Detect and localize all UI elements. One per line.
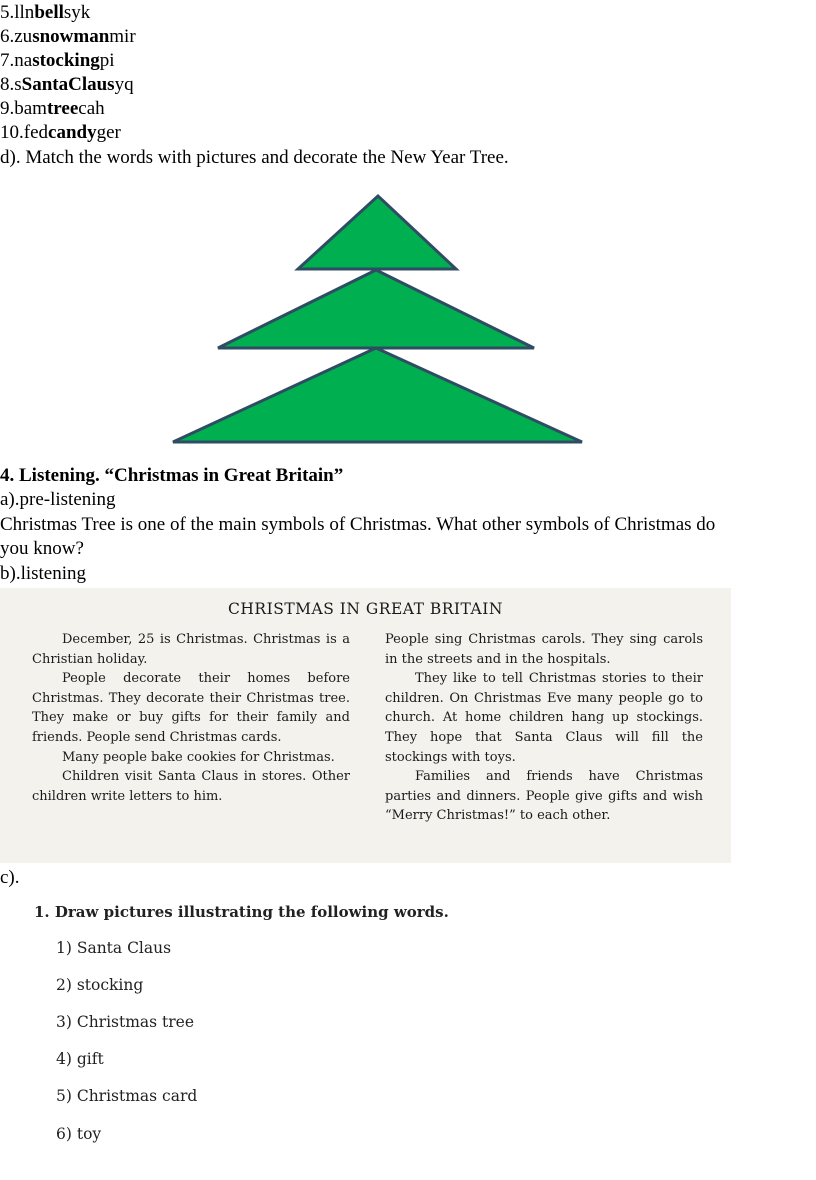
listening-label: b).listening	[0, 563, 87, 584]
pre-listening-question-cont: you know?	[0, 538, 84, 559]
puzzle-line-10: 10.fedcandyger	[0, 122, 121, 143]
word-item: 2) stocking	[56, 976, 144, 994]
paragraph: People decorate their homes before Christmas. They decorate their Christmas tree. They make or buy gifts for their family and friends. People send Christmas cards.	[32, 671, 350, 745]
hidden-word: snowman	[32, 26, 110, 47]
pre-listening-label: a).pre-listening	[0, 489, 116, 510]
pre-listening-question: Christmas Tree is one of the main symbols of Christmas. What other symbols of Christmas do	[0, 514, 716, 535]
tree-tier-middle	[218, 270, 534, 348]
puzzle-line-9: 9.bamtreecah	[0, 98, 105, 119]
hidden-word: candy	[48, 122, 97, 143]
paragraph: Children visit Santa Claus in stores. Other children write letters to him.	[32, 769, 350, 804]
word-item: 5) Christmas card	[56, 1087, 198, 1105]
word-item: 3) Christmas tree	[56, 1013, 195, 1031]
text-column-right	[385, 630, 703, 826]
word-item: 1) Santa Claus	[56, 939, 172, 957]
word-item: 4) gift	[56, 1050, 104, 1068]
task-d-instruction: d). Match the words with pictures and decorate the New Year Tree.	[0, 147, 509, 168]
puzzle-line-8: 8.sSantaClausyq	[0, 74, 134, 95]
word-item: 6) toy	[56, 1125, 102, 1143]
puzzle-line-5: 5.llnbellsyk	[0, 2, 91, 23]
puzzle-line-6: 6.zusnowmanmir	[0, 26, 136, 47]
text-column-left	[32, 630, 350, 806]
paragraph: December, 25 is Christmas. Christmas is a Christian holiday.	[32, 632, 350, 667]
task-c-label: c).	[0, 867, 20, 888]
paragraph: They like to tell Christmas stories to their children. On Christmas Eve many people go to church. At home children hang up stockings. They hope that Santa Claus will fill the stockings with toys.	[385, 671, 703, 765]
new-year-tree	[160, 188, 590, 448]
hidden-word: tree	[46, 98, 79, 119]
text-title: CHRISTMAS IN GREAT BRITAIN	[228, 600, 503, 618]
draw-pictures-instruction: 1. Draw pictures illustrating the following words.	[34, 903, 449, 921]
hidden-word: stocking	[32, 50, 100, 71]
tree-tier-top	[298, 196, 456, 269]
paragraph: Many people bake cookies for Christmas.	[62, 749, 335, 765]
hidden-word: bell	[34, 2, 64, 23]
paragraph: Families and friends have Christmas parties and dinners. People give gifts and wish “Merry Christmas!” to each other.	[385, 769, 703, 824]
listening-text-scan	[0, 588, 731, 863]
section-4-title: 4. Listening. “Christmas in Great Britain”	[0, 465, 344, 486]
tree-tier-bottom	[173, 348, 582, 442]
hidden-word: SantaClaus	[21, 74, 115, 95]
paragraph: People sing Christmas carols. They sing carols in the streets and in the hospitals.	[385, 632, 703, 667]
puzzle-line-7: 7.nastockingpi	[0, 50, 115, 71]
